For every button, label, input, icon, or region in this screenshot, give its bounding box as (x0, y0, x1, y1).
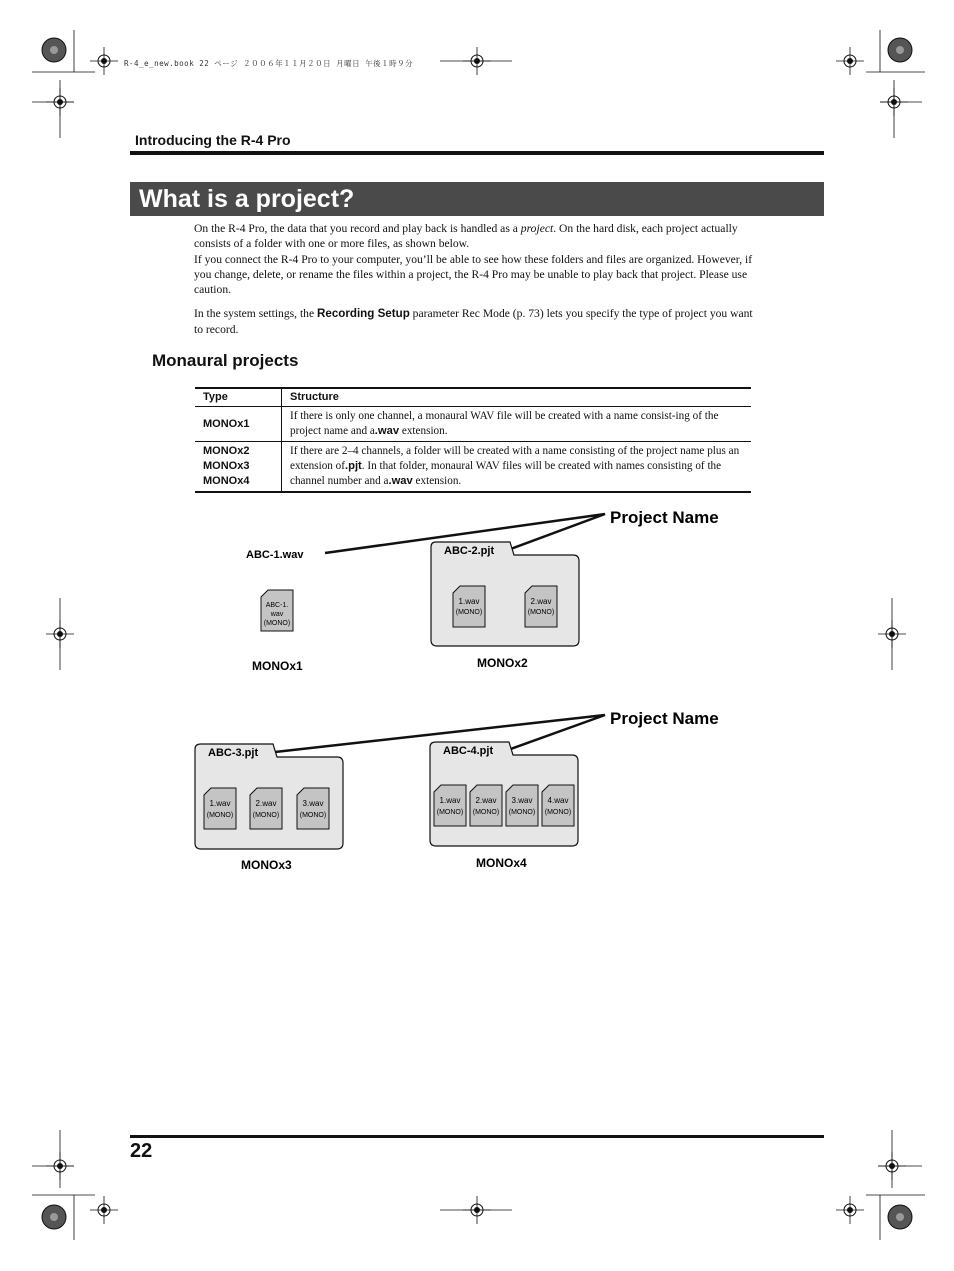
svg-text:2.wav: 2.wav (530, 597, 552, 606)
mono3-caption: MONOx3 (241, 858, 292, 872)
svg-text:(MONO): (MONO) (544, 809, 572, 816)
footer-rule (130, 1135, 824, 1138)
file-icon (542, 785, 574, 826)
svg-text:(MONO): (MONO) (472, 809, 500, 816)
page-title: What is a project? (130, 182, 824, 216)
svg-text:2.wav: 2.wav (255, 799, 277, 808)
print-header: R-4_e_new.book 22 ページ ２００６年１１月２０日 月曜日 午後１時９分 (124, 59, 414, 68)
file-icon (250, 788, 282, 829)
file-icon (506, 785, 538, 826)
folder-label: ABC-2.pjt (444, 545, 495, 557)
structure-cell: If there are 2–4 channels, a folder will be created with a name consisting of the project name plus an extension of.pjt. In that folder, monaural WAV files will be created with names consisting of the channel number and a.wav extension. (282, 442, 752, 493)
svg-text:3.wav: 3.wav (302, 799, 324, 808)
intro-paragraph-2: If you connect the R-4 Pro to your computer, you’ll be able to see how these folders and files are organized. However, if you change, delete, or rename the files within a project, the R-4 Pro may be unable to play back that project. Please use caution. (194, 252, 753, 297)
svg-text:(MONO): (MONO) (206, 812, 234, 819)
svg-text:1.wav: 1.wav (439, 796, 461, 805)
svg-text:1.wav: 1.wav (209, 799, 231, 808)
intro-paragraph-1: On the R-4 Pro, the data that you record and play back is handled as a project. On the hard disk, each project actually consists of a folder with one or more files, as shown below. (194, 222, 738, 251)
project-name-label: Project Name (610, 508, 719, 527)
svg-text:(MONO): (MONO) (527, 609, 555, 616)
svg-text:ABC-1.: ABC-1. (265, 602, 289, 609)
svg-text:(MONO): (MONO) (508, 809, 536, 816)
type-cell: MONOx1 (195, 407, 282, 442)
folder-label: ABC-3.pjt (208, 747, 259, 759)
mono1-caption: MONOx1 (252, 659, 303, 673)
mono2-caption: MONOx2 (477, 656, 528, 670)
mono4-caption: MONOx4 (476, 856, 527, 870)
svg-text:1.wav: 1.wav (458, 597, 480, 606)
column-header-structure: Structure (282, 388, 752, 407)
svg-text:(MONO): (MONO) (252, 812, 280, 819)
svg-text:wav: wav (270, 611, 284, 618)
folder-label: ABC-4.pjt (443, 745, 494, 757)
subheading: Monaural projects (152, 351, 299, 370)
section-label: Introducing the R-4 Pro (135, 132, 291, 148)
svg-text:3.wav: 3.wav (511, 796, 533, 805)
file-icon (525, 586, 557, 627)
file-icon (204, 788, 236, 829)
type-cell: MONOx2 MONOx3 MONOx4 (195, 442, 282, 493)
svg-text:(MONO): (MONO) (299, 812, 327, 819)
project-name-label-2: Project Name (610, 709, 719, 728)
svg-text:2.wav: 2.wav (475, 796, 497, 805)
file-icon (261, 590, 293, 631)
structure-cell: If there is only one channel, a monaural WAV file will be created with a name consist-ing of the project name and a.wav extension. (282, 407, 752, 442)
mono1-callout-label: ABC-1.wav (246, 549, 304, 561)
file-icon (470, 785, 502, 826)
file-icon (434, 785, 466, 826)
page-number: 22 (130, 1140, 153, 1162)
svg-text:4.wav: 4.wav (547, 796, 569, 805)
intro-paragraph-3: In the system settings, the Recording Setup parameter Rec Mode (p. 73) lets you specify the type of project you want to record. (194, 307, 753, 336)
file-icon (453, 586, 485, 627)
svg-text:(MONO): (MONO) (436, 809, 464, 816)
file-icon (297, 788, 329, 829)
svg-text:(MONO): (MONO) (263, 620, 291, 627)
svg-text:(MONO): (MONO) (455, 609, 483, 616)
column-header-type: Type (195, 388, 282, 407)
